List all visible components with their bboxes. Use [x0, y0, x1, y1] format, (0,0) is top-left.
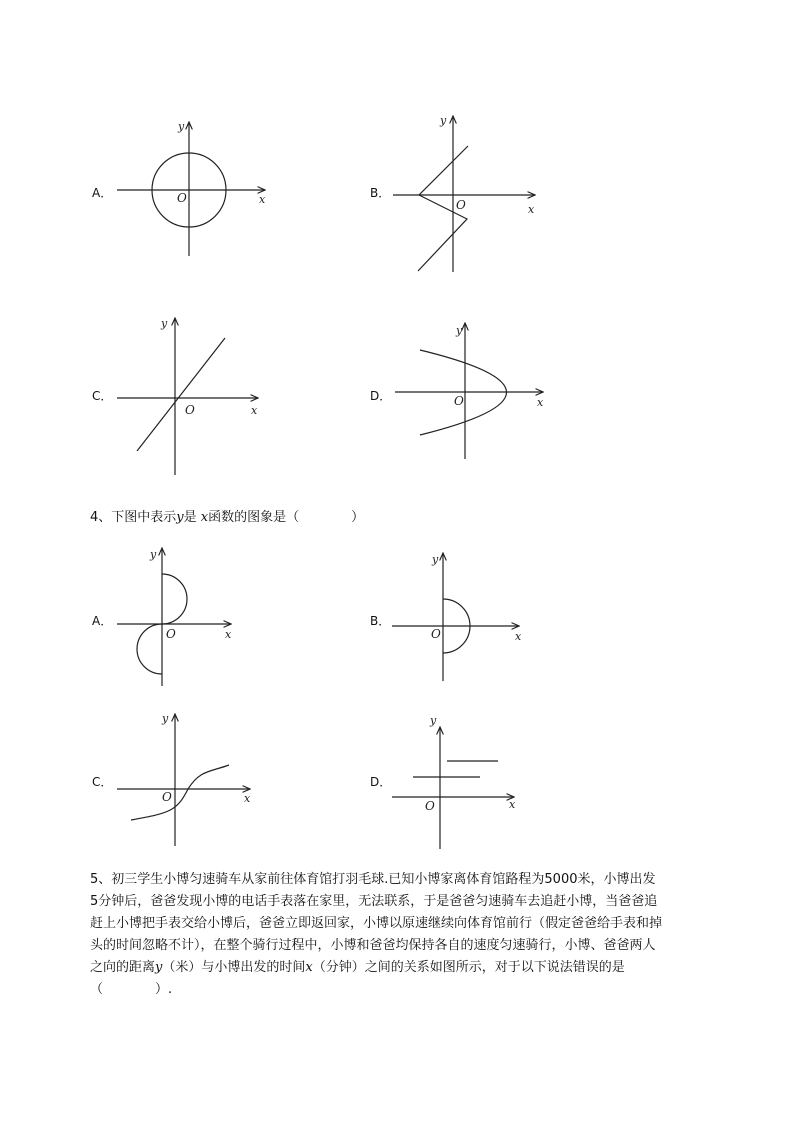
s-curve: [131, 765, 229, 820]
q5-var-y: y: [155, 960, 163, 975]
q4-prefix: 4、下图中表示: [90, 510, 177, 525]
x-axis-label: x: [528, 203, 535, 216]
q4-var-x: x: [200, 510, 209, 525]
x-axis-label: x: [244, 792, 251, 805]
origin-label: O: [162, 790, 172, 804]
origin-label: O: [185, 403, 195, 417]
q4-graph-a: [117, 548, 232, 686]
y-axis-label: y: [162, 712, 169, 725]
q4-graph-d: [392, 714, 516, 849]
q4-option-c-label: C．: [92, 775, 113, 789]
q4-option-a-label: A．: [92, 614, 113, 628]
y-axis-label: y: [178, 120, 185, 133]
q5-line-5-b: （米）与小博出发的时间: [162, 960, 306, 975]
origin-label: O: [425, 799, 435, 813]
x-axis-label: x: [251, 404, 258, 417]
q3-graph-b: [393, 114, 535, 272]
y-axis-label: y: [161, 317, 168, 330]
lower-semicircle: [137, 624, 162, 674]
q5-line-3: 赶上小博把手表交给小博后，爸爸立即返回家，小博以原速继续向体育馆前行（假定爸爸给手表和掉: [90, 916, 663, 931]
v-curve: [418, 146, 468, 271]
line-curve: [137, 338, 225, 451]
q3-option-c-label: C．: [92, 389, 113, 403]
q4-graph-b: [392, 553, 522, 681]
y-axis-label: y: [430, 714, 437, 727]
q4-stem: [90, 507, 710, 528]
q3-option-b-label: B．: [370, 186, 391, 200]
q5-line-1: 5、初三学生小博匀速骑车从家前往体育馆打羽毛球.已知小博家离体育馆路程为5000米，小博出发: [90, 872, 656, 887]
y-axis-label: y: [440, 114, 447, 127]
x-axis-label: x: [515, 630, 522, 643]
q5-line-5-c: （分钟）之间的关系如图所示，对于以下说法错误的是: [312, 960, 625, 975]
origin-label: O: [456, 198, 466, 212]
origin-label: O: [431, 627, 441, 641]
circle-curve: [152, 153, 226, 227]
origin-label: O: [177, 191, 187, 205]
q5-var-x: x: [305, 960, 313, 975]
x-axis-label: x: [537, 396, 544, 409]
q4-option-b-label: B．: [370, 614, 391, 628]
semicircle-curve: [443, 599, 470, 653]
x-axis-label: x: [225, 628, 232, 641]
q4-graph-c: [117, 712, 251, 846]
q3-graph-d: [395, 323, 544, 459]
q5-stem: [90, 869, 710, 1001]
q5-line-4: 头的时间忽略不计），在整个骑行过程中，小博和爸爸均保持各自的速度匀速骑行，小博、爸爸两人: [90, 938, 656, 953]
q3-graph-a: [117, 120, 266, 256]
y-axis-label: y: [150, 548, 157, 561]
parabola-curve: [420, 350, 507, 435]
q3-graph-c: [117, 317, 258, 475]
q5-line-5-a: 之向的距离: [90, 960, 156, 975]
y-axis-label: y: [456, 324, 463, 337]
q3-option-a-label: A．: [92, 186, 113, 200]
q5-line-6: （ ）.: [90, 982, 173, 997]
q4-var-y: y: [176, 510, 184, 525]
x-axis-label: x: [259, 193, 266, 206]
origin-label: O: [454, 394, 464, 408]
q5-line-2: 5分钟后，爸爸发现小博的电话手表落在家里，无法联系，于是爸爸匀速骑车去追赶小博，当爸爸追: [90, 894, 658, 909]
q5-line-5: [90, 957, 710, 979]
upper-semicircle: [162, 574, 187, 624]
q4-mid: 是: [183, 510, 197, 525]
x-axis-label: x: [509, 798, 516, 811]
y-axis-label: y: [432, 553, 439, 566]
q3-option-d-label: D．: [370, 389, 392, 403]
origin-label: O: [166, 627, 176, 641]
q4-option-d-label: D．: [370, 775, 392, 789]
q4-suffix: 函数的图象是（ ）: [208, 510, 365, 525]
